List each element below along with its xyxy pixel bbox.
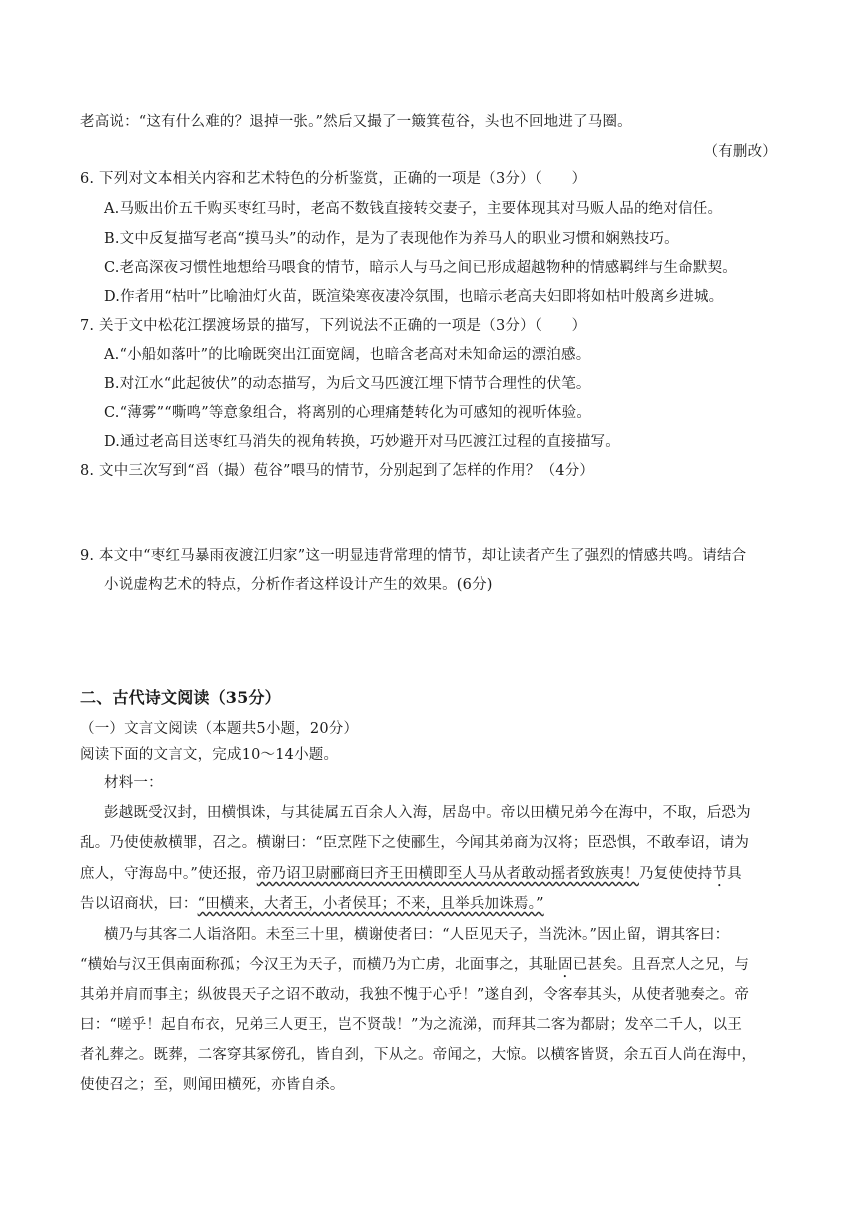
story-last-line: 老高说：“这有什么难的？退掉一张。”然后又撮了一簸箕苞谷，头也不回地进了马圈。 (80, 114, 632, 130)
emphasized-char-jie: 节 (712, 866, 728, 882)
emphasized-char-gu: 固 (558, 957, 573, 973)
translation-question-sentence: “田横来，大者王，小者侯耳；不来，且举兵加诛焉。” (197, 896, 544, 912)
question-7-option-a: A.“小船如落叶”的比喻既突出江面宽阔，也暗含老高对未知命运的漂泊感。 (104, 347, 591, 363)
passage-2-line-2 (80, 955, 749, 981)
passage-2-line-3: 其弟并肩而事主；纵彼畏天子之诏不敢动，我独不愧于心乎！”遂自刭，令客奉其头，从使者驰奏之。帝 (80, 987, 750, 1003)
passage-2-line-2-head: “横始与汉王俱南面称孤；今汉王为天子，而横乃为亡虏，北面事之，其耻 (80, 957, 559, 973)
passage-2-line-2-tail: 已甚矣。且吾烹人之兄，与 (572, 957, 750, 973)
passage-2-line-1: 横乃与其客二人诣洛阳。未至三十里，横谢使者曰：“人臣见天子，当洗沐。”因止留，谓其客曰： (104, 927, 730, 943)
reading-instruction: 阅读下面的文言文，完成10～14小题。 (80, 747, 339, 763)
punctuation-question-sentence: 帝乃诏卫尉郦商曰齐王田横即至人马从者敢动摇者致族夷！ (256, 866, 639, 882)
question-6-option-d: D.作者用“枯叶”比喻油灯火苗，既渲染寒夜凄冷氛围，也暗示老高夫妇即将如枯叶般离乡进城。 (104, 289, 724, 305)
question-6-option-c: C.老高深夜习惯性地想给马喂食的情节，暗示人与马之间已形成超越物种的情感羁绊与生命默契。 (104, 260, 737, 276)
question-9-line-1: 9. 本文中“枣红马暴雨夜渡江归家”这一明显违背常理的情节，却让读者产生了强烈的情感共鸣。请结合 (80, 548, 747, 564)
question-8-stem: 8. 文中三次写到“舀（撮）苞谷”喂马的情节，分别起到了怎样的作用？（4分） (80, 463, 595, 479)
passage-2-line-6: 使使召之；至，则闻田横死，亦皆自杀。 (80, 1077, 345, 1093)
subsection-heading: （一）文言文阅读（本题共5小题，20分） (80, 721, 359, 737)
question-7-option-b: B.对江水“此起彼伏”的动态描写，为后文马匹渡江埋下情节合理性的伏笔。 (104, 376, 591, 392)
question-6-option-a: A.马贩出价五千购买枣红马时，老高不数钱直接转交妻子，主要体现其对马贩人品的绝对信任。 (104, 201, 723, 217)
question-7-option-c: C.“薄雾”“嘶鸣”等意象组合，将离别的心理痛楚转化为可感知的视听体验。 (104, 405, 592, 421)
question-7-option-d: D.通过老高目送枣红马消失的视角转换，巧妙避开对马匹渡江过程的直接描写。 (104, 434, 620, 450)
question-7-stem: 7. 关于文中松花江摆渡场景的描写，下列说法不正确的一项是（3分）（ ） (80, 318, 587, 334)
section-2-heading: 二、古代诗文阅读（35分） (80, 688, 281, 707)
source-note: （有删改） (703, 144, 777, 160)
passage-2-line-4: 曰：“嗟乎！起自布衣，兄弟三人更王，岂不贤哉！”为之流涕，而拜其二客为都尉；发卒二千人，以王 (80, 1017, 743, 1033)
passage-1-line-4-head: 告以诏商状，曰： (80, 896, 198, 912)
question-9-line-2: 小说虚构艺术的特点，分析作者这样设计产生的效果。(6分) (104, 577, 493, 593)
passage-1-line-3-end: 具 (727, 866, 742, 882)
question-6-stem: 6. 下列对文本相关内容和艺术特色的分析鉴赏，正确的一项是（3分）（ ） (80, 171, 587, 187)
passage-1-line-1: 彭越既受汉封，田横惧诛，与其徒属五百余人入海，居岛中。帝以田横兄弟今在海中，不取，后恐为 (104, 805, 751, 821)
passage-1-line-3-tail: 乃复使使持 (638, 866, 713, 882)
passage-1-line-4 (80, 894, 544, 914)
passage-1-line-3 (80, 864, 742, 890)
question-6-option-b: B.文中反复描写老高“摸马头”的动作，是为了表现他作为养马人的职业习惯和娴熟技巧。 (104, 231, 679, 247)
material-label: 材料一： (104, 775, 163, 791)
passage-1-line-3-head: 庶人，守海岛中。”使还报， (80, 866, 257, 882)
passage-1-line-2: 乱。乃使使赦横罪，召之。横谢曰：“臣烹陛下之使郦生，今闻其弟商为汉将；臣恐惧，不敢奉诏，请为 (80, 835, 750, 851)
passage-2-line-5: 者礼葬之。既葬，二客穿其冢傍孔，皆自刭，下从之。帝闻之，大惊。以横客皆贤，余五百人尚在海中， (80, 1047, 757, 1063)
